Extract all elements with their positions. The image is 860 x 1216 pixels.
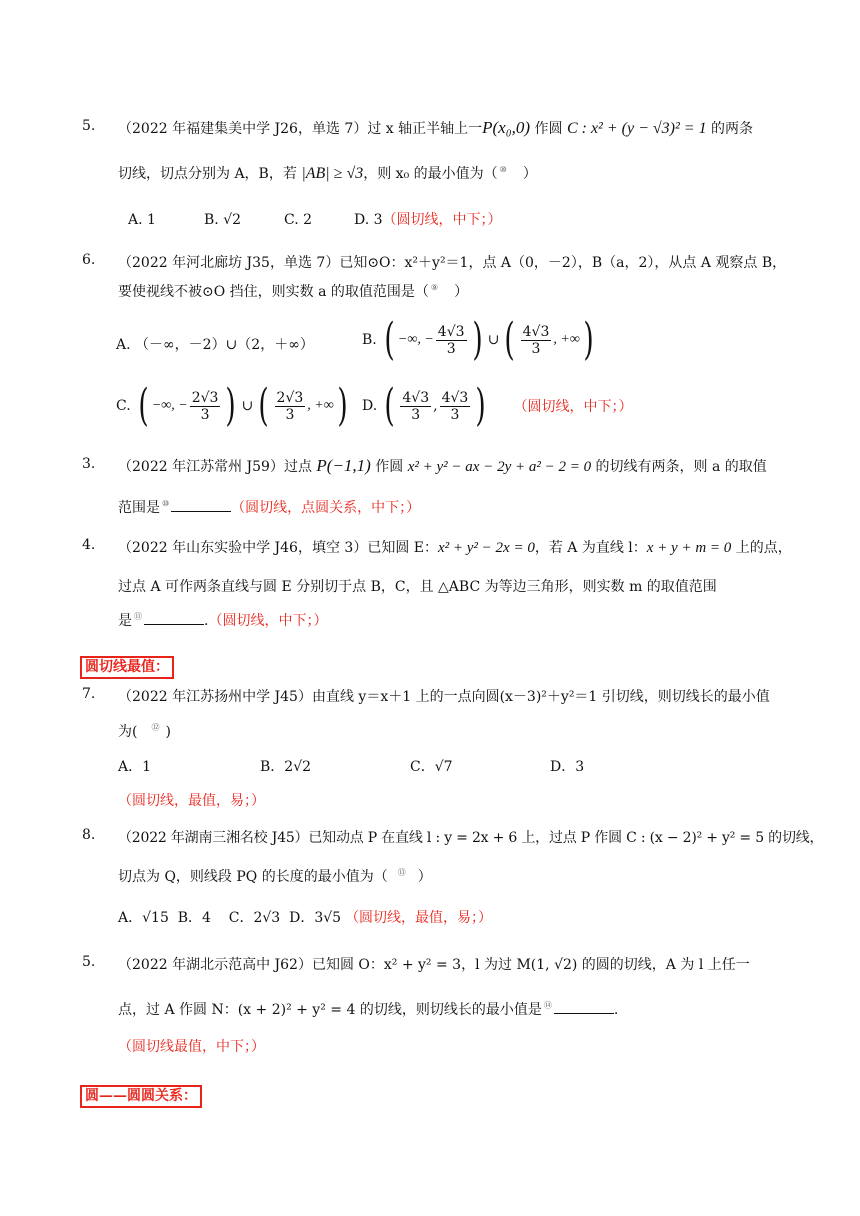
- union-symbol: ∪: [241, 398, 254, 414]
- q4-line2: 过点 A 可作两条直线与圆 E 分别切于点 B，C，且 △ABC 为等边三角形，则实数 m 的取值范围: [118, 579, 717, 595]
- q5b-line1: （2022 年湖北示范高中 J62）已知圆 O：x² + y² = 3，l 为过 M(1, √2) 的圆的切线，A 为 l 上任一: [118, 957, 750, 973]
- q4-line: x + y + m = 0: [646, 540, 732, 556]
- frac-top: 4√3: [402, 389, 430, 406]
- q8-line1: （2022 年湖南三湘名校 J45）已知动点 P 在直线 l : y = 2x + 6 上，过点 P 作圆 C : (x − 2)² + y² = 5 的切线，: [118, 830, 824, 846]
- q5a-opt-c: C. 2: [284, 212, 313, 228]
- q4-line3: [118, 610, 327, 630]
- q8-tag: （圆切线，最值，易；）: [345, 910, 493, 926]
- q4-stem: （2022 年山东实验中学 J46，填空 3）已知圆 E：: [118, 540, 438, 556]
- q5a-number: 5.: [82, 118, 96, 134]
- right-paren-icon: ): [337, 380, 348, 431]
- q7-opt-d: D．3: [550, 759, 585, 775]
- q5a-cond: |AB| ≥ √3: [301, 165, 364, 182]
- q6-d-frac1: [400, 390, 431, 423]
- q6-line2-text: 要使视线不被⊙O 挡住，则实数 a 的取值范围是（: [118, 284, 429, 300]
- q4-number: 4.: [82, 537, 96, 553]
- q4-note: ⑪: [134, 612, 142, 621]
- q4-line3b: .: [204, 613, 209, 629]
- q3-tag: （圆切线，点圆关系，中下；）: [231, 500, 421, 516]
- q6-b-right: , +∞: [553, 332, 580, 347]
- q5a-line1: [118, 118, 753, 138]
- q6-opt-c: [116, 380, 351, 431]
- q7-tag: （圆切线，最值，易；）: [118, 793, 265, 809]
- right-paren-icon: ): [475, 380, 487, 431]
- q6-c-frac1: [190, 390, 221, 423]
- q5a-opt-d: D. 3: [354, 212, 383, 228]
- q3-note: ⑩: [162, 499, 170, 508]
- q5b-line2-text: 点，过 A 作圆 N：(x + 2)² + y² = 4 的切线，则切线长的最小值是: [118, 1002, 542, 1018]
- q5a-stem: （2022 年福建集美中学 J26，单选 7）过 x 轴正半轴上一: [118, 121, 483, 137]
- q7-options: [118, 756, 584, 776]
- q6-d-frac2: [440, 390, 471, 423]
- q5a-tag: （圆切线，中下；）: [382, 212, 502, 228]
- q8-number: 8.: [82, 827, 96, 843]
- q3-number: 3.: [82, 456, 96, 472]
- q5b-line2b: .: [613, 1002, 619, 1018]
- q7-note: ⑫: [151, 723, 160, 732]
- q3-mid: 作圆: [370, 459, 408, 475]
- q3-blank: [171, 499, 231, 512]
- q6-d-comma: ,: [433, 398, 438, 414]
- q5a-line2: [118, 163, 537, 183]
- section-header-circle-circle: 圆——圆圆关系：: [80, 1085, 202, 1108]
- q4-mid: ，若 A 为直线 l：: [534, 540, 647, 556]
- q6-c-right: , +∞: [307, 398, 334, 413]
- q3-stem: （2022 年江苏常州 J59）过点: [118, 459, 317, 475]
- q5a-line2-text: 切线，切点分别为 A，B，若: [118, 166, 302, 182]
- q4-tag: （圆切线，中下；）: [208, 613, 328, 629]
- q5a-point: P(x₀,0): [482, 118, 531, 137]
- left-paren-icon: (: [138, 380, 149, 431]
- q7-opt-a: A．1: [118, 759, 152, 775]
- q8-line2b: ）: [417, 869, 432, 885]
- frac-bottom: 3: [450, 406, 460, 423]
- q5a-opt-a: A. 1: [128, 212, 156, 228]
- q6-b-left: −∞, −: [397, 332, 434, 347]
- q7-opt-b: B．2√2: [260, 759, 312, 775]
- q8-options: [118, 907, 492, 927]
- frac-bottom: 3: [446, 340, 456, 357]
- q3-end: 的切线有两条，则 a 的取值: [591, 459, 767, 475]
- frac-top: 4√3: [522, 323, 550, 340]
- q5a-options: [128, 209, 502, 229]
- q7-line2: [118, 721, 171, 741]
- q6-opt-a: A. （－∞，－2）∪（2，＋∞）: [116, 337, 314, 353]
- q8-line2: [118, 866, 432, 886]
- q7-line1: （2022 年江苏扬州中学 J45）由直线 y＝x＋1 上的一点向圆(x－3)²＋y²＝1 引切线，则切线长的最小值: [118, 689, 770, 705]
- q6-opt-d: [362, 380, 633, 431]
- q6-number: 6.: [82, 252, 96, 268]
- q5b-number: 5.: [82, 954, 96, 970]
- q5a-opt-b: B. √2: [204, 212, 242, 228]
- q7-line2b: ): [165, 724, 171, 740]
- frac-top: 4√3: [437, 323, 465, 340]
- frac-bottom: 3: [531, 340, 541, 357]
- right-paren-icon: ): [471, 314, 483, 365]
- q5a-circle: C : x² + (y − √3)² = 1: [566, 120, 707, 137]
- q7-line2-text: 为(: [118, 724, 138, 740]
- q6-opt-d-label: D.: [362, 398, 378, 414]
- q6-note: ⑨: [430, 283, 439, 292]
- q4-line1: [118, 537, 792, 557]
- q7-number: 7.: [82, 686, 96, 702]
- q5a-note: ⑩: [499, 165, 507, 174]
- q5b-tag: （圆切线最值，中下；）: [118, 1039, 265, 1055]
- q5b-note: ⑭: [543, 1001, 552, 1010]
- left-paren-icon: (: [384, 380, 395, 431]
- section-header-tangent-extremum: 圆切线最值：: [80, 656, 174, 679]
- q3-point: P(−1,1): [316, 456, 371, 475]
- q4-blank: [144, 612, 204, 625]
- q7-opt-c: C．√7: [410, 759, 453, 775]
- q5b-line2: [118, 999, 618, 1019]
- frac-top: 2√3: [276, 389, 304, 406]
- q6-tag: （圆切线，中下；）: [513, 399, 633, 415]
- q6-line1: （2022 年河北廊坊 J35，单选 7）已知⊙O：x²＋y²＝1，点 A（0，－2），B（a，2），从点 A 观察点 B，: [118, 255, 787, 271]
- q4-circle: x² + y² − 2x = 0: [437, 540, 535, 556]
- q4-end: 上的点，: [731, 540, 792, 556]
- frac-top: 4√3: [441, 389, 469, 406]
- q6-b-frac1: [436, 324, 467, 357]
- q3-line1: [118, 456, 767, 476]
- q3-line2-text: 范围是: [118, 500, 160, 516]
- q6-opt-b-label: B.: [362, 332, 377, 348]
- q8-note: ⑬: [397, 868, 406, 877]
- frac-bottom: 3: [200, 406, 210, 423]
- union-symbol: ∪: [487, 332, 500, 348]
- q6-c-frac2: [275, 390, 306, 423]
- q5a-mid: 作圆: [530, 121, 567, 137]
- q6-line2b: ）: [454, 284, 469, 300]
- q5a-line2c: ）: [522, 166, 537, 182]
- left-paren-icon: (: [258, 380, 270, 431]
- frac-top: 2√3: [191, 389, 219, 406]
- q5a-end: 的两条: [706, 121, 754, 137]
- q3-line2: [118, 497, 420, 517]
- q8-line2-text: 切点为 Q，则线段 PQ 的长度的最小值为（: [118, 869, 388, 885]
- left-paren-icon: (: [384, 314, 395, 365]
- left-paren-icon: (: [504, 314, 516, 365]
- q5a-line2b: ，则 x₀ 的最小值为（: [363, 166, 498, 182]
- q6-b-frac2: [521, 324, 552, 357]
- frac-bottom: 3: [411, 406, 421, 423]
- right-paren-icon: ): [225, 380, 237, 431]
- q6-line2: [118, 281, 468, 301]
- q5b-blank: [554, 1001, 614, 1014]
- q4-line3-text: 是: [118, 613, 132, 629]
- right-paren-icon: ): [583, 314, 594, 365]
- q6-opt-c-label: C.: [116, 398, 131, 414]
- q6-opt-b: [362, 314, 597, 365]
- q6-c-left: −∞, −: [151, 398, 188, 413]
- q3-circle: x² + y² − ax − 2y + a² − 2 = 0: [407, 459, 592, 475]
- q8-opts: A．√15 B．4 C．2√3 D．3√5: [118, 910, 342, 926]
- frac-bottom: 3: [285, 406, 295, 423]
